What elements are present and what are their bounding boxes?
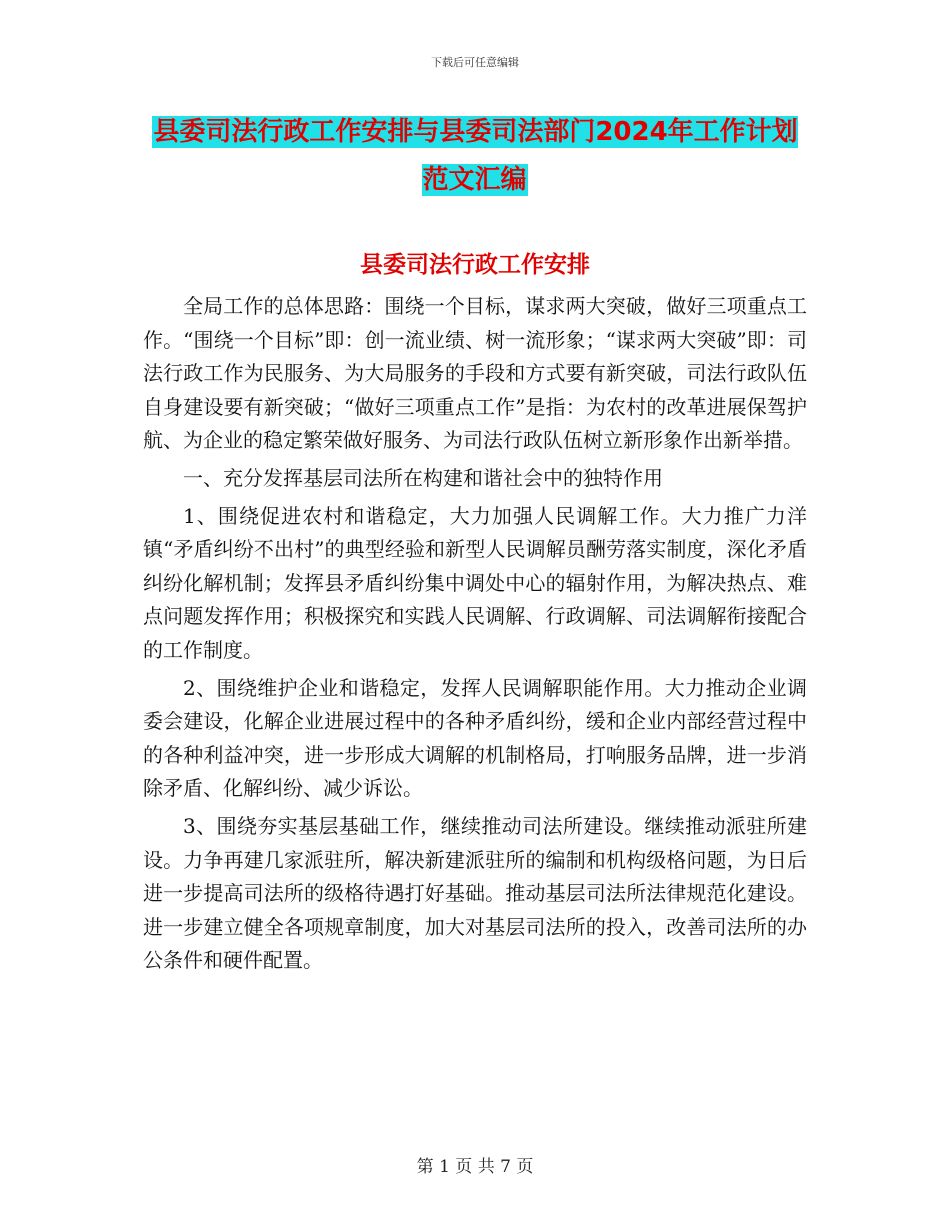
header-note: 下载后可任意编辑 (431, 56, 519, 69)
paragraph-overview: 全局工作的总体思路：围绕一个目标，谋求两大突破，做好三项重点工作。“围绕一个目标”即：创一流业绩、树一流形象；“谋求两大突破”即：司法行政工作为民服务、为大局服务的手段和方式要有新突破，司法行政队伍自身建设要有新突破；“做好三项重点工作”是指：为农村的改革进展保驾护航、为企业的稳定繁荣做好服务、为司法行政队伍树立新形象作出新举措。 (143, 294, 807, 453)
paragraph-item-3: 3、围绕夯实基层基础工作，继续推动司法所建设。继续推动派驻所建设。力争再建几家派驻所，解决新建派驻所的编制和机构级格问题，为日后进一步提高司法所的级格待遇打好基础。推动基层司法所法律规范化建设。进一步建立健全各项规章制度，加大对基层司法所的投入，改善司法所的办公条件和硬件配置。 (143, 813, 807, 973)
paragraph-heading-one: 一、充分发挥基层司法所在构建和谐社会中的独特作用 (183, 465, 663, 490)
paragraph-item-1: 1、围绕促进农村和谐稳定，大力加强人民调解工作。大力推广力洋镇“矛盾纠纷不出村”的典型经验和新型人民调解员酬劳落实制度，深化矛盾纠纷化解机制；发挥县矛盾纠纷集中调处中心的辐射作用，为解决热点、难点问题发挥作用；积极探究和实践人民调解、行政调解、司法调解衔接配合的工作制度。 (143, 503, 807, 662)
section-title: 县委司法行政工作安排 (360, 252, 590, 278)
document-title-text: 县委司法行政工作安排与县委司法部门2024年工作计划范文汇编 (153, 117, 798, 195)
document-body (143, 290, 807, 978)
paragraph-item-2: 2、围绕维护企业和谐稳定，发挥人民调解职能作用。大力推动企业调委会建设，化解企业进展过程中的各种矛盾纠纷，缓和企业内部经营过程中的各种利益冲突，进一步形成大调解的机制格局，打响服务品牌，进一步消除矛盾、化解纠纷、减少诉讼。 (143, 675, 807, 801)
page-indicator: 第 1 页 共 7 页 (416, 1157, 534, 1177)
document-title (150, 108, 800, 204)
